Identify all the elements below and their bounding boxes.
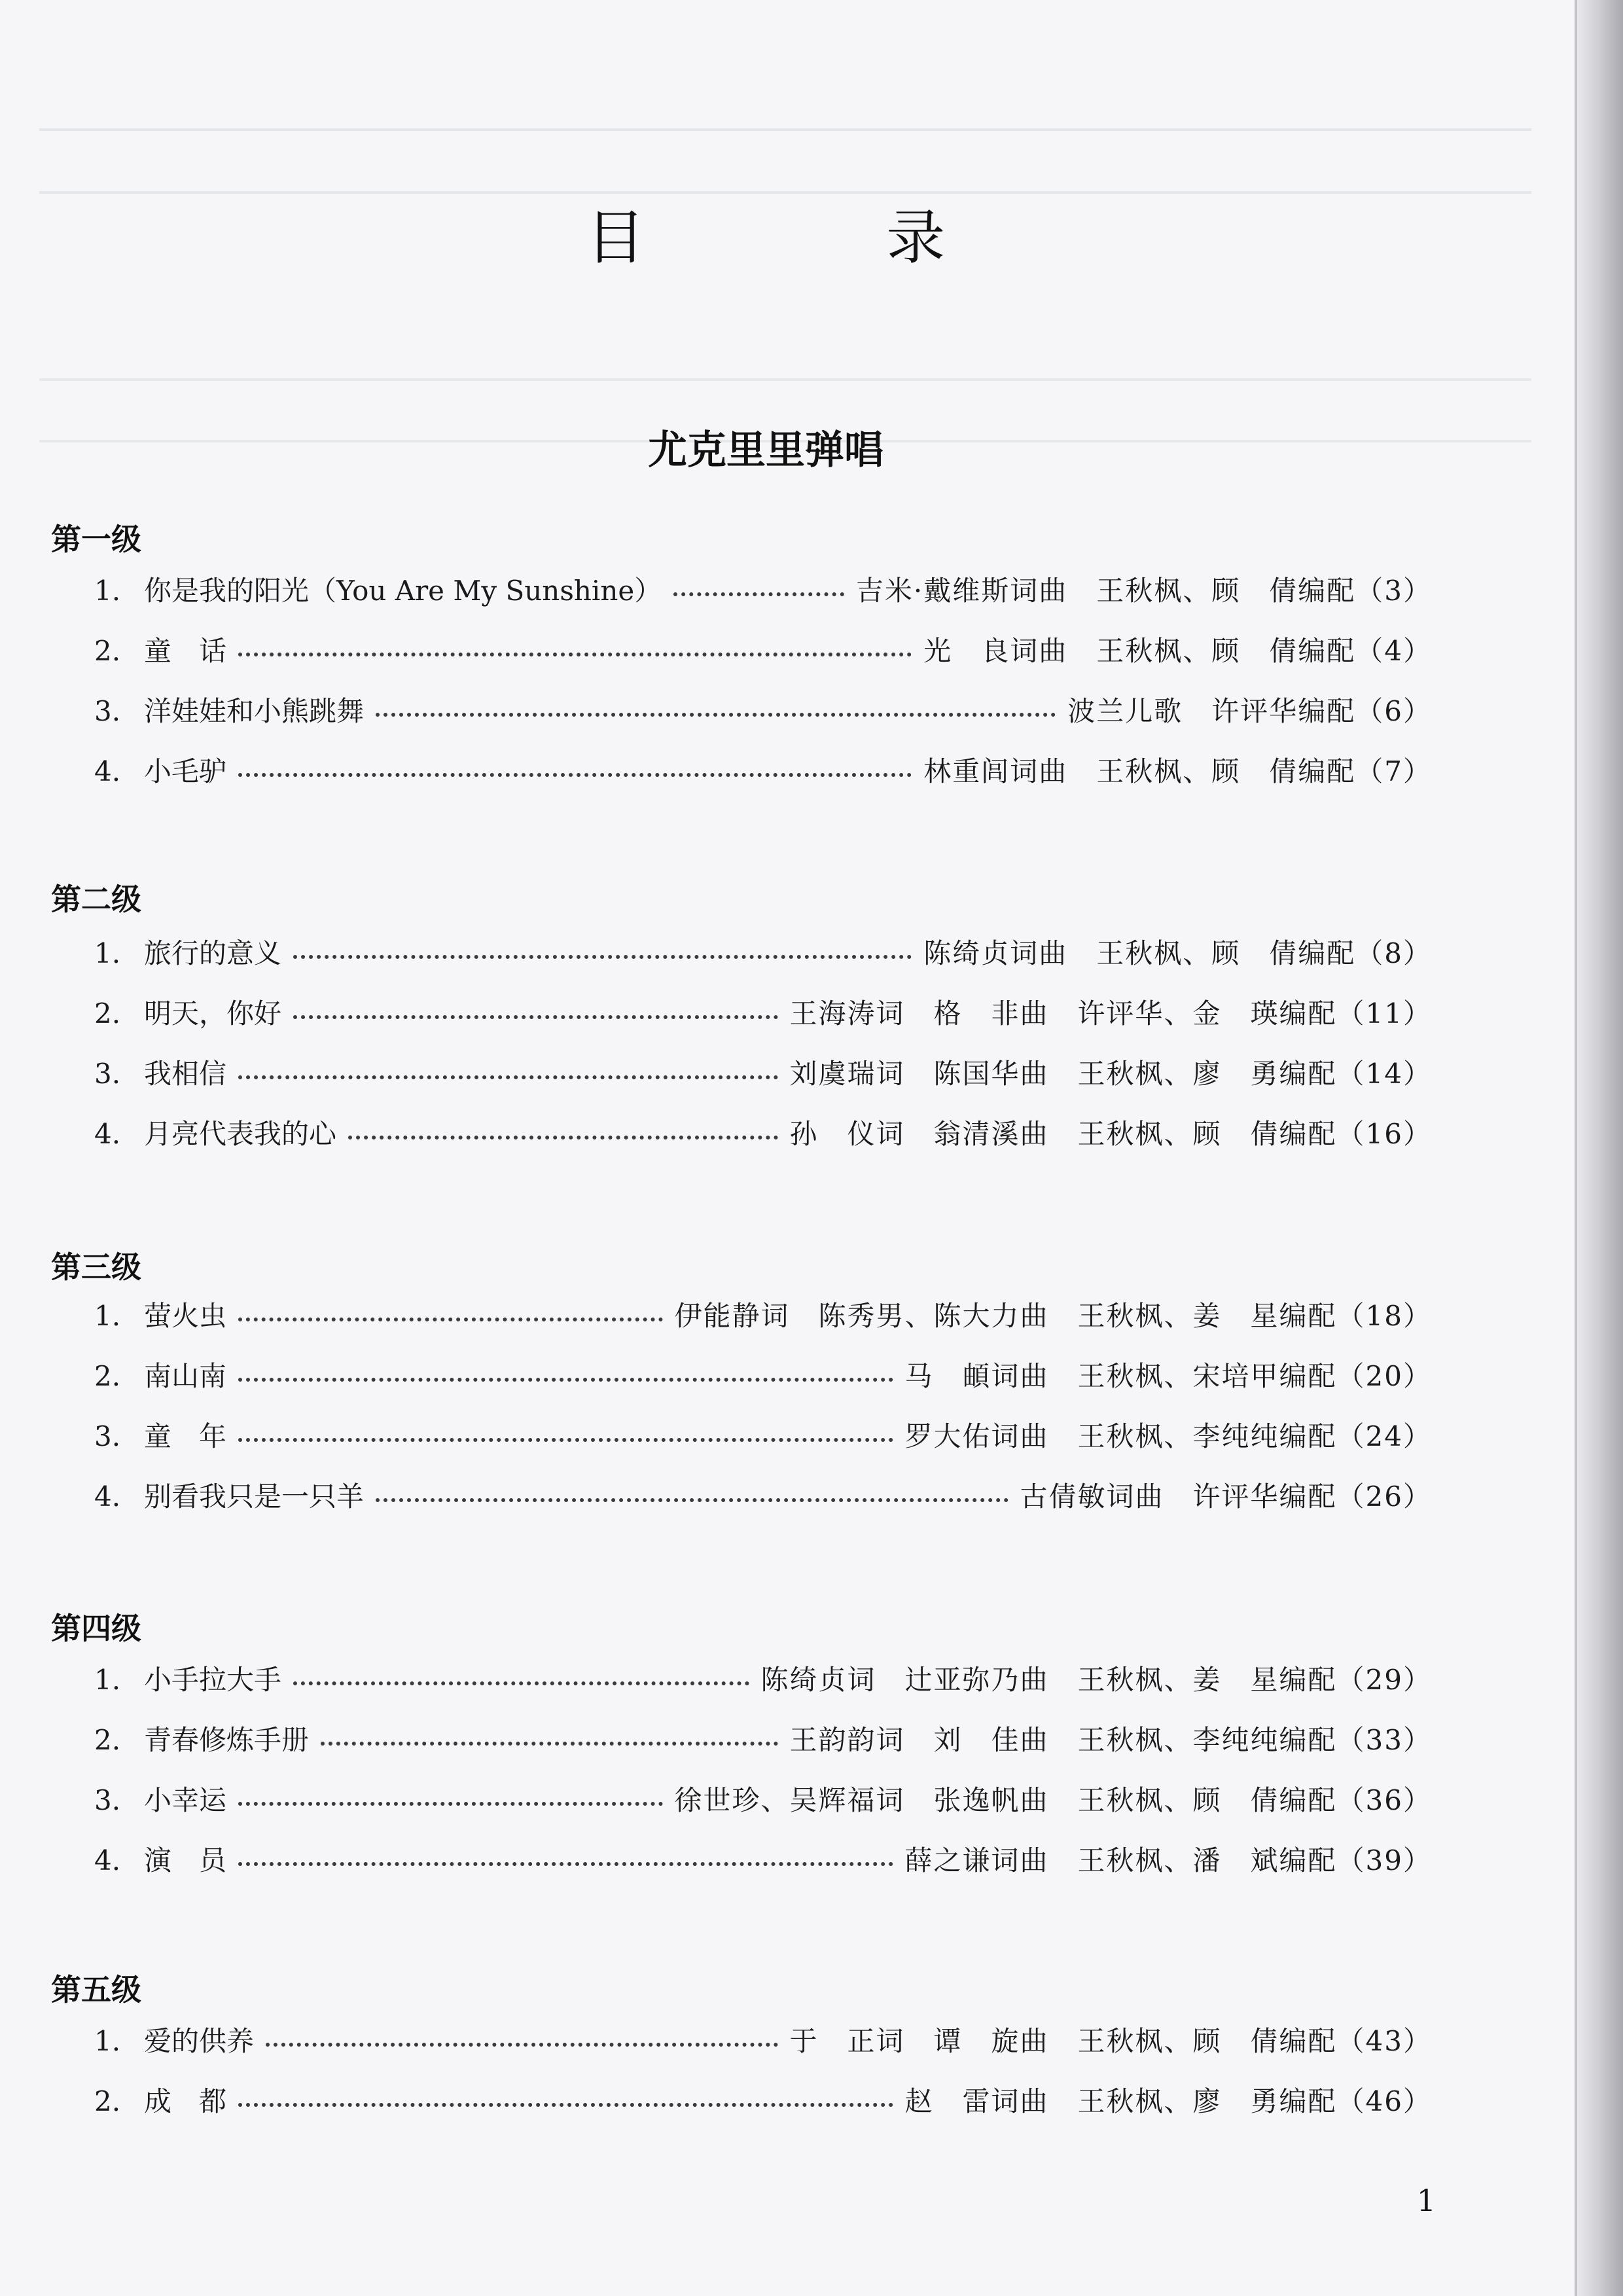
toc-entry[interactable]	[94, 1659, 1432, 1698]
dot-leader	[238, 653, 912, 656]
level-heading: 第三级	[51, 1249, 141, 1285]
entry-number: 3.	[94, 695, 121, 727]
entry-credits: 于 正词 谭 旋曲 王秋枫、顾 倩编配（43）	[789, 2025, 1432, 2057]
entry-number: 2.	[94, 1724, 121, 1756]
entry-credits: 马 頔词曲 王秋枫、宋培甲编配（20）	[904, 1360, 1432, 1392]
toc-entry[interactable]	[94, 2080, 1432, 2119]
page-spine-shadow	[1577, 0, 1623, 2296]
entry-title: 洋娃娃和小熊跳舞	[144, 695, 365, 727]
entry-title: 成 都	[144, 2085, 227, 2117]
entry-number: 2.	[94, 2085, 121, 2117]
entry-credits: 吉米·戴维斯词曲 王秋枫、顾 倩编配（3）	[855, 575, 1432, 607]
dot-leader	[238, 1438, 893, 1442]
entry-credits: 罗大佑词曲 王秋枫、李纯纯编配（24）	[904, 1420, 1432, 1452]
level-heading: 第一级	[51, 522, 141, 557]
entry-title: 演 员	[144, 1844, 227, 1876]
toc-entry[interactable]	[94, 750, 1432, 789]
entry-number: 3.	[94, 1784, 121, 1816]
toc-entry[interactable]	[94, 1779, 1432, 1818]
level-heading: 第四级	[51, 1611, 141, 1646]
entry-number: 1.	[94, 1300, 121, 1332]
page-number: 1	[1416, 2183, 1436, 2218]
toc-entry[interactable]	[94, 1355, 1432, 1394]
entry-number: 1.	[94, 2025, 121, 2057]
entry-title: 小手拉大手	[144, 1664, 282, 1696]
bleed-through-band	[39, 128, 1531, 131]
toc-entry[interactable]	[94, 992, 1432, 1031]
entry-credits: 古倩敏词曲 许评华编配（26）	[1020, 1480, 1432, 1513]
entry-title: 南山南	[144, 1360, 227, 1392]
entry-credits: 赵 雷词曲 王秋枫、廖 勇编配（46）	[904, 2085, 1432, 2117]
toc-entry[interactable]	[94, 1839, 1432, 1878]
level-heading: 第二级	[51, 882, 141, 917]
toc-entry[interactable]	[94, 1295, 1432, 1334]
entry-number: 2.	[94, 1360, 121, 1392]
entry-credits: 孙 仪词 翁清溪曲 王秋枫、顾 倩编配（16）	[789, 1118, 1432, 1150]
dot-leader	[238, 1378, 893, 1382]
entry-title: 月亮代表我的心	[144, 1118, 337, 1150]
dot-leader	[238, 1075, 778, 1079]
entry-number: 4.	[94, 1480, 121, 1513]
entry-number: 3.	[94, 1420, 121, 1452]
toc-entry[interactable]	[94, 2020, 1432, 2059]
entry-number: 4.	[94, 755, 121, 787]
toc-entry[interactable]	[94, 630, 1432, 669]
entry-title: 萤火虫	[144, 1300, 227, 1332]
toc-entry[interactable]	[94, 1475, 1432, 1515]
dot-leader	[238, 2103, 893, 2107]
entry-number: 1.	[94, 937, 121, 969]
entry-title: 爱的供养	[144, 2025, 255, 2057]
toc-entry[interactable]	[94, 1113, 1432, 1152]
entry-title: 童 话	[144, 635, 227, 667]
dot-leader	[293, 1681, 749, 1685]
entry-credits: 波兰儿歌 许评华编配（6）	[1067, 695, 1432, 727]
dot-leader	[293, 1015, 778, 1019]
entry-credits: 光 良词曲 王秋枫、顾 倩编配（4）	[923, 635, 1432, 667]
dot-leader	[376, 713, 1056, 717]
entry-number: 1.	[94, 1664, 121, 1696]
entry-credits: 陈绮贞词曲 王秋枫、顾 倩编配（8）	[923, 937, 1432, 969]
dot-leader	[293, 955, 912, 959]
entry-credits: 王韵韵词 刘 佳曲 王秋枫、李纯纯编配（33）	[789, 1724, 1432, 1756]
entry-credits: 刘虞瑞词 陈国华曲 王秋枫、廖 勇编配（14）	[789, 1058, 1432, 1090]
entry-title: 别看我只是一只羊	[144, 1480, 365, 1513]
entry-title: 小幸运	[144, 1784, 227, 1816]
toc-entry[interactable]	[94, 690, 1432, 729]
dot-leader	[673, 592, 844, 596]
dot-leader	[238, 1318, 663, 1321]
page-title: 目 录	[586, 204, 1057, 272]
entry-number: 2.	[94, 997, 121, 1030]
dot-leader	[376, 1498, 1008, 1502]
entry-title: 明天，你好	[144, 997, 282, 1030]
toc-entry[interactable]	[94, 1719, 1432, 1758]
dot-leader	[321, 1742, 778, 1746]
entry-number: 4.	[94, 1844, 121, 1876]
entry-credits: 陈绮贞词 辻亚弥乃曲 王秋枫、姜 星编配（29）	[760, 1664, 1432, 1696]
entry-number: 1.	[94, 575, 121, 607]
entry-title: 旅行的意义	[144, 937, 282, 969]
entry-title: 童 年	[144, 1420, 227, 1452]
toc-entry[interactable]	[94, 569, 1432, 609]
entry-title: 青春修炼手册	[144, 1724, 310, 1756]
entry-credits: 林重闾词曲 王秋枫、顾 倩编配（7）	[923, 755, 1432, 787]
entry-credits: 薛之谦词曲 王秋枫、潘 斌编配（39）	[904, 1844, 1432, 1876]
entry-title: 小毛驴	[144, 755, 227, 787]
entry-credits: 徐世珍、吴辉福词 张逸帆曲 王秋枫、顾 倩编配（36）	[674, 1784, 1432, 1816]
entry-title: 你是我的阳光（You Are My Sunshine）	[144, 575, 662, 607]
dot-leader	[266, 2043, 778, 2047]
bleed-through-band	[39, 378, 1531, 381]
entry-title: 我相信	[144, 1058, 227, 1090]
dot-leader	[348, 1136, 778, 1139]
dot-leader	[238, 1862, 893, 1866]
entry-credits: 王海涛词 格 非曲 许评华、金 瑛编配（11）	[789, 997, 1432, 1030]
section-title: 尤克里里弹唱	[648, 427, 883, 473]
level-heading: 第五级	[51, 1972, 141, 2007]
entry-number: 2.	[94, 635, 121, 667]
dot-leader	[238, 1802, 663, 1806]
toc-entry[interactable]	[94, 1415, 1432, 1454]
entry-credits: 伊能静词 陈秀男、陈大力曲 王秋枫、姜 星编配（18）	[674, 1300, 1432, 1332]
entry-number: 4.	[94, 1118, 121, 1150]
toc-entry[interactable]	[94, 1052, 1432, 1092]
dot-leader	[238, 773, 912, 777]
entry-number: 3.	[94, 1058, 121, 1090]
toc-entry[interactable]	[94, 932, 1432, 971]
